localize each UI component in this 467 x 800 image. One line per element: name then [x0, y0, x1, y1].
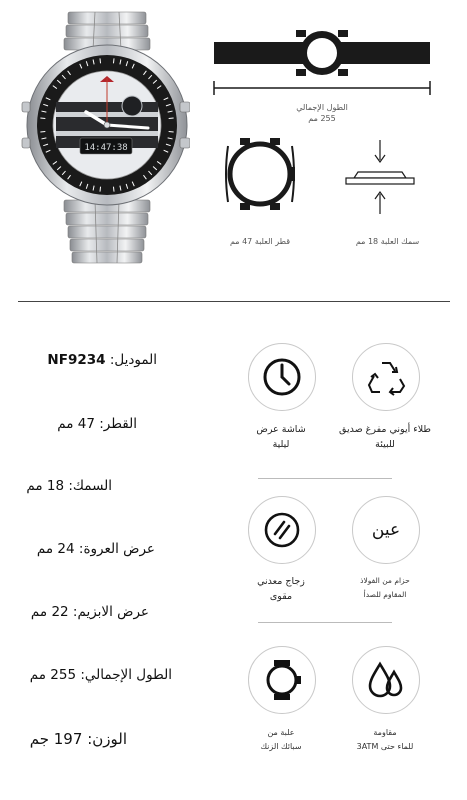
recycle-icon-circle	[352, 343, 420, 411]
bezel-tick	[40, 131, 45, 132]
water-drops-icon	[364, 658, 408, 702]
ain-icon: عين	[371, 520, 401, 540]
feature-steel-strap-label: حزام من الفولاذ المقاوم للصدأ	[360, 576, 410, 599]
glass-icon	[262, 510, 302, 550]
feature-night-display-label: شاشة عرض ليلية	[256, 424, 306, 450]
total-length-caption: الطول الإجمالي 255 مم	[296, 103, 348, 123]
clock-icon	[261, 356, 303, 398]
water-drops-icon-circle	[352, 646, 420, 714]
feature-zinc-case-label: علبة من سبائك الزنك	[260, 728, 302, 751]
section-divider	[18, 301, 450, 302]
lcd-digits: 14:47:38	[84, 143, 128, 153]
spec-weight: الوزن: 197 جم	[29, 730, 127, 748]
watch-case-icon-circle	[248, 646, 316, 714]
case-thickness-caption: سمك العلبة 18 مم	[355, 237, 420, 246]
bracelet-bottom	[64, 200, 150, 263]
strap-length-diagram	[212, 26, 432, 98]
feature-mineral-glass-label: زجاج معدني مقوى	[257, 576, 305, 602]
case-diameter-diagram	[220, 134, 300, 214]
clock-icon-circle	[248, 343, 316, 411]
feature-row-divider-2	[258, 622, 392, 623]
bezel-tick	[169, 131, 174, 132]
watch-case-icon	[260, 658, 304, 702]
ain-icon-circle	[352, 496, 420, 564]
bezel-tick	[113, 187, 114, 192]
watch-photo	[20, 10, 190, 265]
case-thickness-diagram	[340, 138, 420, 218]
spec-total-length: الطول الإجمالي: 255 مم	[29, 667, 172, 683]
feature-row-divider-1	[258, 478, 392, 479]
bezel-tick	[100, 187, 101, 192]
spec-model: الموديل: NF9234	[47, 352, 157, 368]
bezel-tick	[40, 118, 45, 119]
bracelet-top	[64, 12, 150, 50]
recycle-icon	[364, 355, 408, 399]
spec-lug-width: عرض العروة: 24 مم	[36, 541, 155, 557]
glass-icon-circle	[248, 496, 316, 564]
spec-diameter: القطر: 47 مم	[57, 416, 137, 432]
case-diameter-caption: قطر العلبة 47 مم	[229, 237, 291, 246]
spec-buckle-width: عرض الابزيم: 22 مم	[30, 604, 149, 620]
spec-thickness: السمك: 18 مم	[26, 478, 112, 494]
bezel-tick	[113, 58, 114, 63]
feature-eco-coating-label: طلاء أيوني مفرغ صديق للبيئة	[339, 424, 431, 450]
feature-water-resistant-label: مقاومة للماء حتى 3ATM	[356, 728, 414, 751]
bezel-tick	[100, 58, 101, 63]
bezel-tick	[169, 118, 174, 119]
